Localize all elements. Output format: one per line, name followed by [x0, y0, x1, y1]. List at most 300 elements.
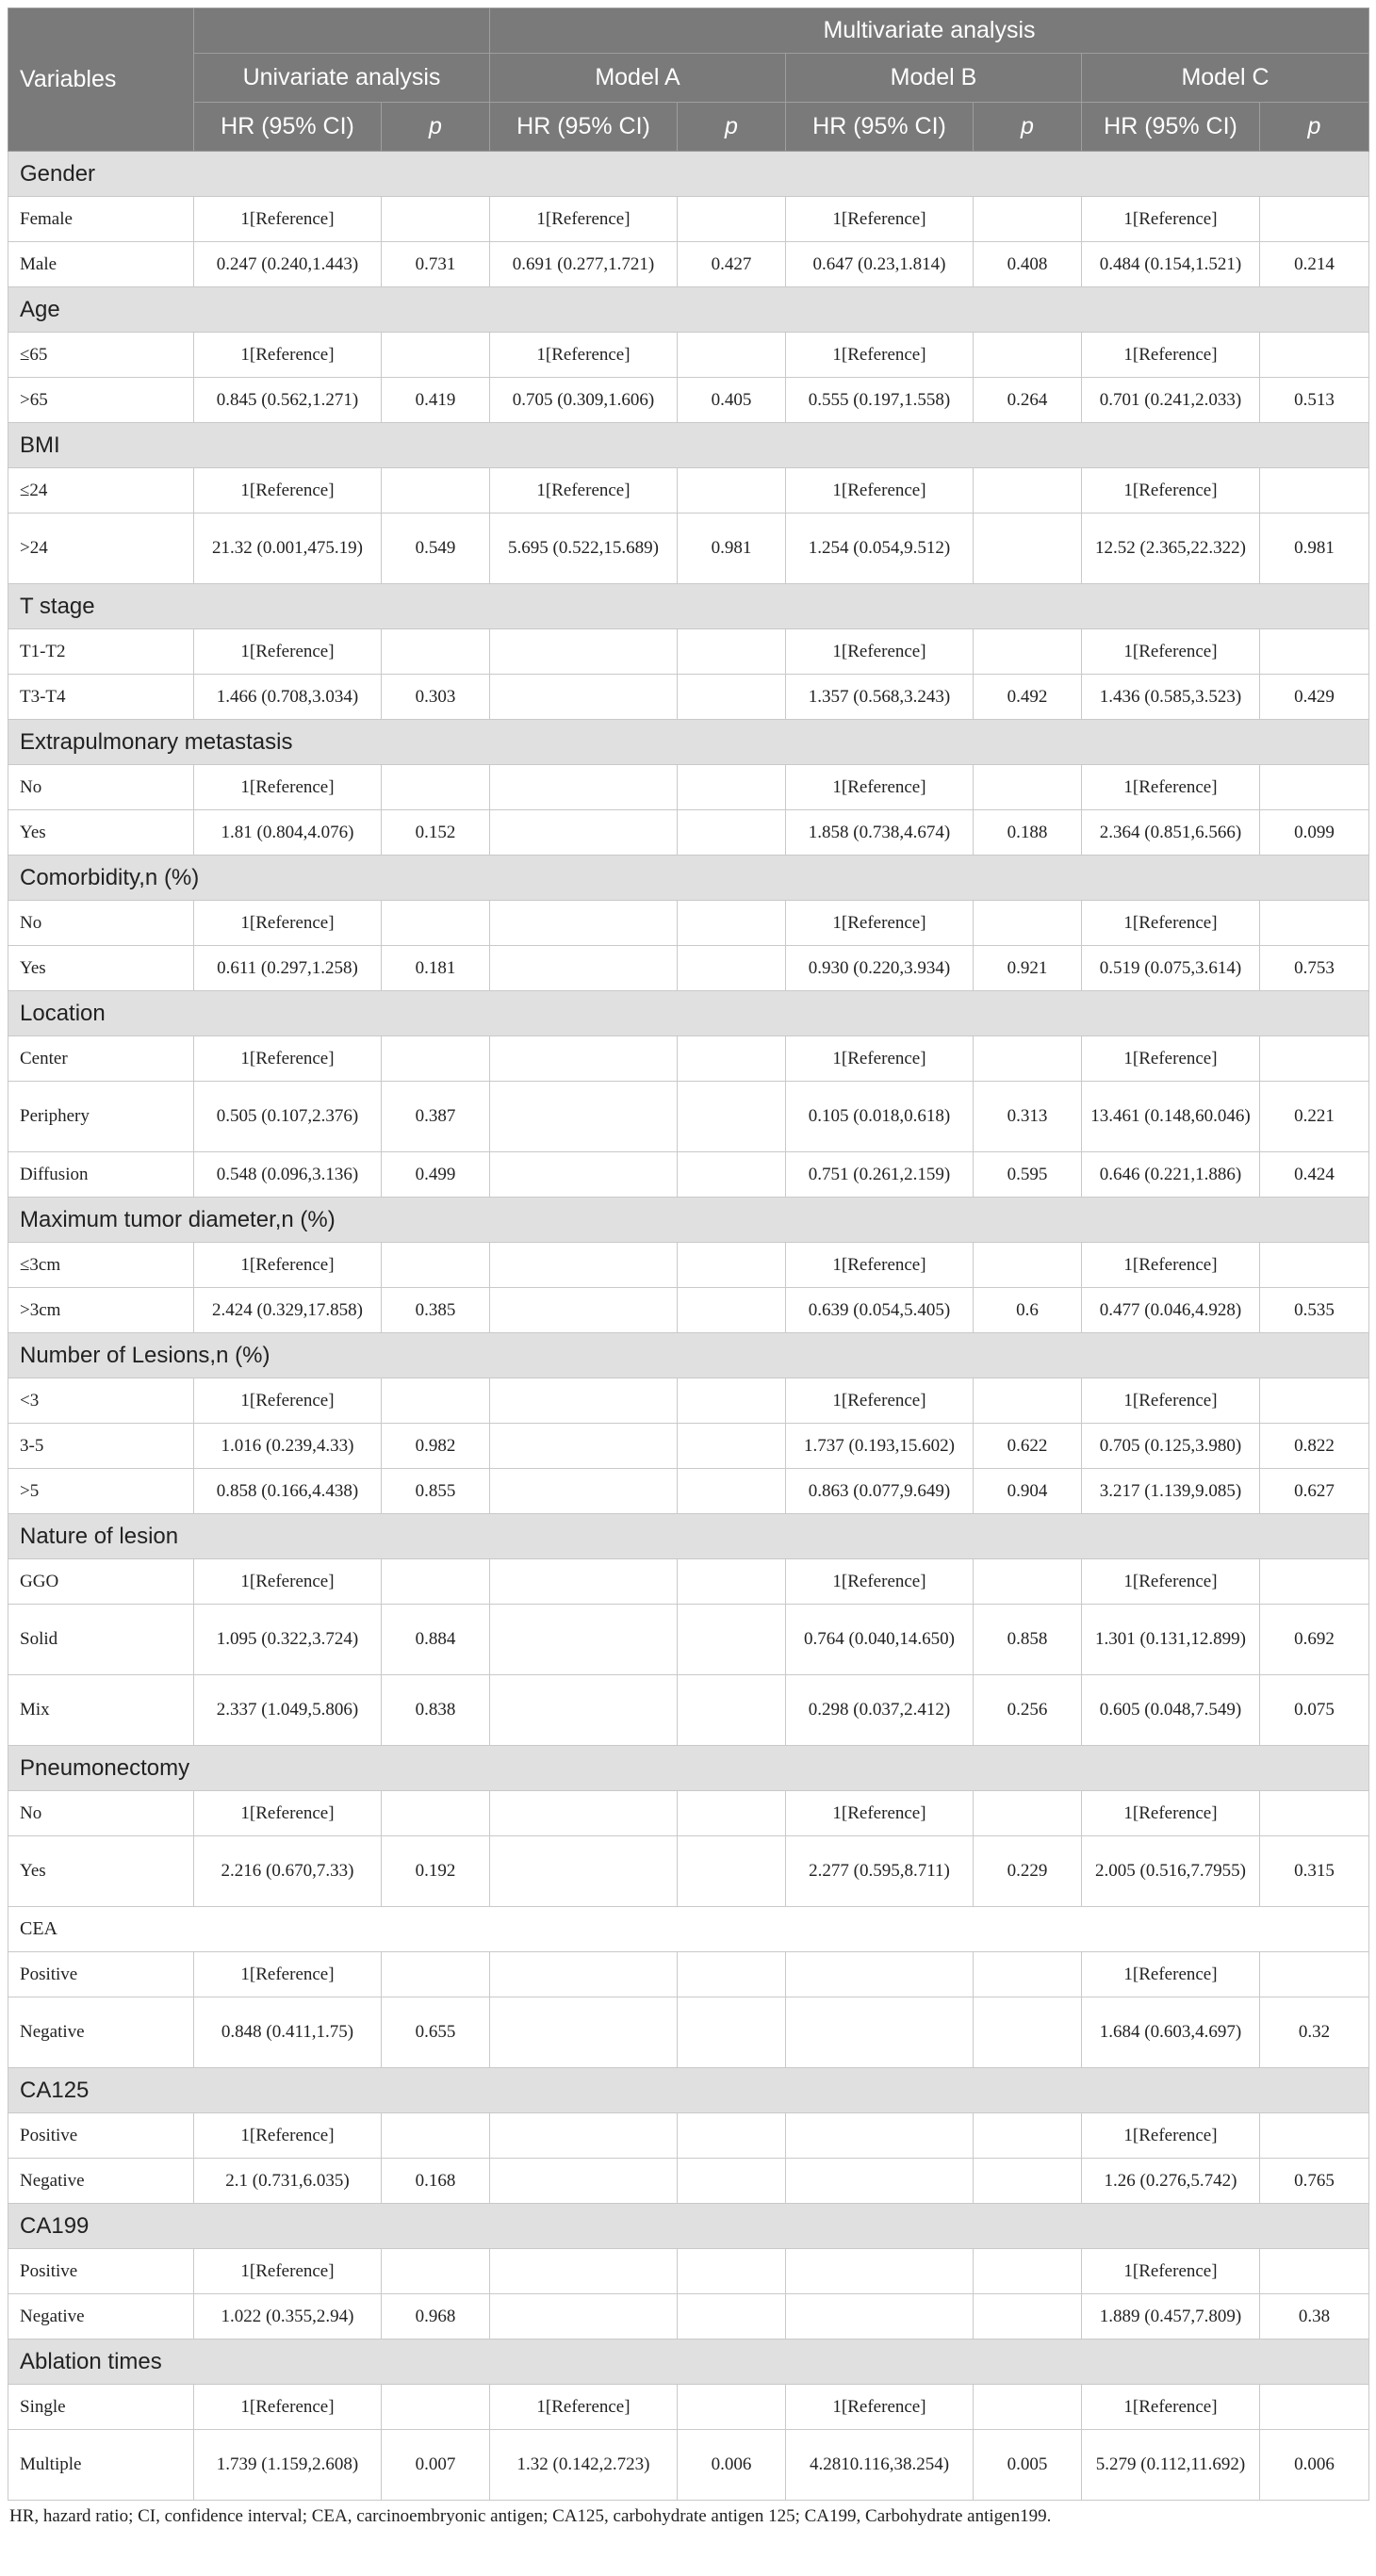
- p-value-cell: [382, 629, 490, 675]
- hr-cell: 2.005 (0.516,7.7955): [1082, 1836, 1260, 1907]
- p-value-cell: 0.765: [1260, 2159, 1369, 2204]
- p-value-cell: [974, 468, 1082, 514]
- hr-cell: 2.424 (0.329,17.858): [194, 1288, 382, 1333]
- hr-cell: 0.298 (0.037,2.412): [786, 1675, 974, 1746]
- hr-cell: 1.466 (0.708,3.034): [194, 675, 382, 720]
- row-label: Yes: [8, 946, 194, 991]
- hr-cell: 1[Reference]: [786, 1378, 974, 1424]
- section-row: [8, 720, 1369, 765]
- p-value-cell: 0.229: [974, 1836, 1082, 1907]
- hr-cell: 1.32 (0.142,2.723): [490, 2430, 678, 2501]
- header-blank: [194, 8, 490, 54]
- hr-cell: [490, 765, 678, 810]
- hr-cell: [490, 1997, 678, 2068]
- hr-cell: 1[Reference]: [194, 629, 382, 675]
- hr-cell: 1[Reference]: [786, 1791, 974, 1836]
- row-label: Yes: [8, 1836, 194, 1907]
- p-value-cell: [974, 1997, 1082, 2068]
- p-value-cell: [678, 1791, 786, 1836]
- p-value-cell: 0.32: [1260, 1997, 1369, 2068]
- hr-cell: [490, 1288, 678, 1333]
- p-value-cell: 0.513: [1260, 378, 1369, 423]
- p-value-cell: 0.6: [974, 1288, 1082, 1333]
- table-row: [8, 514, 1369, 584]
- row-label: >24: [8, 514, 194, 584]
- table-row: [8, 2294, 1369, 2340]
- p-value-cell: 0.221: [1260, 1082, 1369, 1152]
- section-row: [8, 152, 1369, 197]
- section-row: [8, 1333, 1369, 1378]
- hr-cell: 2.216 (0.670,7.33): [194, 1836, 382, 1907]
- p-value-cell: [382, 2249, 490, 2294]
- hr-cell: 1[Reference]: [1082, 765, 1260, 810]
- row-label: <3: [8, 1378, 194, 1424]
- p-value-cell: 0.884: [382, 1605, 490, 1675]
- hr-cell: [490, 1605, 678, 1675]
- p-value-cell: [678, 1469, 786, 1514]
- p-value-cell: [974, 1378, 1082, 1424]
- hr-cell: 1[Reference]: [490, 197, 678, 242]
- hr-cell: 1[Reference]: [1082, 1791, 1260, 1836]
- row-label: T1-T2: [8, 629, 194, 675]
- hr-cell: 1.737 (0.193,15.602): [786, 1424, 974, 1469]
- p-value-cell: [678, 1243, 786, 1288]
- hr-cell: 1.254 (0.054,9.512): [786, 514, 974, 584]
- hr-cell: 21.32 (0.001,475.19): [194, 514, 382, 584]
- section-title: BMI: [8, 423, 1369, 468]
- hr-cell: 1.739 (1.159,2.608): [194, 2430, 382, 2501]
- hr-cell: 0.505 (0.107,2.376): [194, 1082, 382, 1152]
- hr-cell: 0.848 (0.411,1.75): [194, 1997, 382, 2068]
- header-p: p: [678, 103, 786, 152]
- header-univariate: Univariate analysis: [194, 54, 490, 103]
- p-value-cell: [382, 197, 490, 242]
- p-value-cell: [974, 2294, 1082, 2340]
- hr-cell: 0.639 (0.054,5.405): [786, 1288, 974, 1333]
- p-value-cell: [678, 675, 786, 720]
- hr-cell: 0.863 (0.077,9.649): [786, 1469, 974, 1514]
- p-value-cell: [678, 1836, 786, 1907]
- p-value-cell: 0.303: [382, 675, 490, 720]
- section-row: [8, 2340, 1369, 2385]
- p-value-cell: 0.152: [382, 810, 490, 856]
- p-value-cell: 0.427: [678, 242, 786, 287]
- p-value-cell: 0.535: [1260, 1288, 1369, 1333]
- hr-cell: 1[Reference]: [1082, 2249, 1260, 2294]
- hr-cell: [490, 1559, 678, 1605]
- p-value-cell: [382, 2385, 490, 2430]
- row-label: >65: [8, 378, 194, 423]
- row-label: Yes: [8, 810, 194, 856]
- hr-cell: [490, 1243, 678, 1288]
- hr-cell: [490, 2113, 678, 2159]
- section-title: Number of Lesions,n (%): [8, 1333, 1369, 1378]
- p-value-cell: [1260, 1378, 1369, 1424]
- section-title: CA199: [8, 2204, 1369, 2249]
- section-row: [8, 1198, 1369, 1243]
- hr-cell: 0.646 (0.221,1.886): [1082, 1152, 1260, 1198]
- p-value-cell: [382, 1952, 490, 1997]
- table-row: [8, 378, 1369, 423]
- p-value-cell: 0.214: [1260, 242, 1369, 287]
- hr-cell: 2.277 (0.595,8.711): [786, 1836, 974, 1907]
- p-value-cell: 0.387: [382, 1082, 490, 1152]
- hr-cell: 0.484 (0.154,1.521): [1082, 242, 1260, 287]
- hr-cell: 1[Reference]: [1082, 629, 1260, 675]
- header-p: p: [974, 103, 1082, 152]
- hr-cell: [490, 901, 678, 946]
- p-value-cell: [974, 2385, 1082, 2430]
- hr-cell: 0.247 (0.240,1.443): [194, 242, 382, 287]
- table-row: [8, 1952, 1369, 1997]
- row-label: Negative: [8, 1997, 194, 2068]
- p-value-cell: [382, 468, 490, 514]
- row-label: Positive: [8, 2249, 194, 2294]
- table-row: [8, 242, 1369, 287]
- section-title: Location: [8, 991, 1369, 1036]
- p-value-cell: 0.315: [1260, 1836, 1369, 1907]
- hr-cell: 0.701 (0.241,2.033): [1082, 378, 1260, 423]
- p-value-cell: [1260, 1559, 1369, 1605]
- p-value-cell: 0.499: [382, 1152, 490, 1198]
- hr-cell: 0.555 (0.197,1.558): [786, 378, 974, 423]
- table-row: [8, 810, 1369, 856]
- p-value-cell: [382, 333, 490, 378]
- p-value-cell: [678, 333, 786, 378]
- hr-cell: 0.611 (0.297,1.258): [194, 946, 382, 991]
- section-title: CEA: [8, 1907, 1369, 1952]
- p-value-cell: [1260, 197, 1369, 242]
- p-value-cell: 0.753: [1260, 946, 1369, 991]
- hr-cell: [490, 675, 678, 720]
- hr-cell: 1[Reference]: [1082, 197, 1260, 242]
- hr-cell: 1[Reference]: [194, 1036, 382, 1082]
- hr-cell: [786, 2159, 974, 2204]
- p-value-cell: [678, 1424, 786, 1469]
- row-label: Male: [8, 242, 194, 287]
- hr-cell: [490, 629, 678, 675]
- hr-cell: 1[Reference]: [786, 333, 974, 378]
- hr-cell: 1.095 (0.322,3.724): [194, 1605, 382, 1675]
- table-body: [8, 152, 1369, 2501]
- section-title: Nature of lesion: [8, 1514, 1369, 1559]
- row-label: Negative: [8, 2294, 194, 2340]
- row-label: ≤65: [8, 333, 194, 378]
- section-row: [8, 1746, 1369, 1791]
- table-row: [8, 1152, 1369, 1198]
- hr-cell: 1[Reference]: [1082, 1036, 1260, 1082]
- hr-cell: [490, 2159, 678, 2204]
- p-value-cell: [382, 1791, 490, 1836]
- p-value-cell: [678, 1378, 786, 1424]
- hr-cell: [490, 810, 678, 856]
- hr-cell: 0.845 (0.562,1.271): [194, 378, 382, 423]
- p-value-cell: 0.38: [1260, 2294, 1369, 2340]
- hr-cell: 2.1 (0.731,6.035): [194, 2159, 382, 2204]
- p-value-cell: 0.408: [974, 242, 1082, 287]
- table-row: [8, 2249, 1369, 2294]
- hr-cell: 1[Reference]: [1082, 1243, 1260, 1288]
- p-value-cell: [1260, 1243, 1369, 1288]
- hr-cell: 1[Reference]: [194, 1243, 382, 1288]
- hr-cell: 1[Reference]: [194, 2385, 382, 2430]
- p-value-cell: 0.855: [382, 1469, 490, 1514]
- p-value-cell: 0.595: [974, 1152, 1082, 1198]
- hr-cell: [490, 1152, 678, 1198]
- hr-cell: 1.889 (0.457,7.809): [1082, 2294, 1260, 2340]
- row-label: Positive: [8, 2113, 194, 2159]
- p-value-cell: 0.492: [974, 675, 1082, 720]
- table-row: [8, 1469, 1369, 1514]
- section-title: T stage: [8, 584, 1369, 629]
- p-value-cell: [678, 468, 786, 514]
- p-value-cell: 0.075: [1260, 1675, 1369, 1746]
- p-value-cell: [1260, 765, 1369, 810]
- row-label: Positive: [8, 1952, 194, 1997]
- table-row: [8, 1675, 1369, 1746]
- p-value-cell: 0.981: [678, 514, 786, 584]
- p-value-cell: [1260, 1791, 1369, 1836]
- hr-cell: [490, 2294, 678, 2340]
- hr-cell: 1.016 (0.239,4.33): [194, 1424, 382, 1469]
- p-value-cell: [678, 901, 786, 946]
- table-row: [8, 629, 1369, 675]
- row-label: No: [8, 1791, 194, 1836]
- hr-cell: 5.695 (0.522,15.689): [490, 514, 678, 584]
- p-value-cell: [1260, 1952, 1369, 1997]
- row-label: Diffusion: [8, 1152, 194, 1198]
- p-value-cell: [974, 1559, 1082, 1605]
- hr-cell: 1[Reference]: [194, 2249, 382, 2294]
- p-value-cell: 0.981: [1260, 514, 1369, 584]
- p-value-cell: [1260, 2385, 1369, 2430]
- p-value-cell: [678, 1082, 786, 1152]
- row-label: Mix: [8, 1675, 194, 1746]
- p-value-cell: [382, 765, 490, 810]
- p-value-cell: 0.622: [974, 1424, 1082, 1469]
- hr-cell: 0.751 (0.261,2.159): [786, 1152, 974, 1198]
- p-value-cell: [678, 1952, 786, 1997]
- section-title: Ablation times: [8, 2340, 1369, 2385]
- table-row: [8, 901, 1369, 946]
- p-value-cell: [678, 1036, 786, 1082]
- header-model-c: Model C: [1082, 54, 1369, 103]
- section-row: [8, 423, 1369, 468]
- table-row: [8, 765, 1369, 810]
- p-value-cell: [1260, 629, 1369, 675]
- hr-cell: [490, 946, 678, 991]
- hr-cell: [490, 1675, 678, 1746]
- section-row: [8, 1907, 1369, 1952]
- p-value-cell: [678, 1675, 786, 1746]
- section-row: [8, 584, 1369, 629]
- hr-cell: [490, 1082, 678, 1152]
- hr-cell: [490, 1469, 678, 1514]
- header-hr: HR (95% CI): [786, 103, 974, 152]
- row-label: Multiple: [8, 2430, 194, 2501]
- hr-cell: 1[Reference]: [194, 1952, 382, 1997]
- p-value-cell: [974, 2249, 1082, 2294]
- hr-cell: 1[Reference]: [194, 333, 382, 378]
- hr-cell: 0.691 (0.277,1.721): [490, 242, 678, 287]
- p-value-cell: [974, 1036, 1082, 1082]
- row-label: T3-T4: [8, 675, 194, 720]
- table-row: [8, 2385, 1369, 2430]
- hr-cell: 13.461 (0.148,60.046): [1082, 1082, 1260, 1152]
- section-row: [8, 991, 1369, 1036]
- hr-cell: 1.858 (0.738,4.674): [786, 810, 974, 856]
- hr-cell: 0.605 (0.048,7.549): [1082, 1675, 1260, 1746]
- hr-cell: 0.105 (0.018,0.618): [786, 1082, 974, 1152]
- p-value-cell: 0.822: [1260, 1424, 1369, 1469]
- p-value-cell: [382, 1378, 490, 1424]
- p-value-cell: [678, 197, 786, 242]
- hr-cell: 1[Reference]: [490, 333, 678, 378]
- hr-cell: 2.364 (0.851,6.566): [1082, 810, 1260, 856]
- hr-cell: [786, 2294, 974, 2340]
- hr-cell: [490, 1036, 678, 1082]
- hr-cell: 1[Reference]: [786, 1243, 974, 1288]
- row-label: No: [8, 765, 194, 810]
- p-value-cell: [974, 629, 1082, 675]
- section-title: Age: [8, 287, 1369, 333]
- header-model-b: Model B: [786, 54, 1082, 103]
- hr-cell: [490, 1952, 678, 1997]
- p-value-cell: [1260, 468, 1369, 514]
- hr-cell: 0.705 (0.125,3.980): [1082, 1424, 1260, 1469]
- section-title: Gender: [8, 152, 1369, 197]
- table-row: [8, 2430, 1369, 2501]
- p-value-cell: [974, 1791, 1082, 1836]
- hr-cell: 0.477 (0.046,4.928): [1082, 1288, 1260, 1333]
- table-row: [8, 1288, 1369, 1333]
- hr-cell: 1[Reference]: [194, 468, 382, 514]
- section-title: Maximum tumor diameter,n (%): [8, 1198, 1369, 1243]
- hr-cell: 1[Reference]: [1082, 901, 1260, 946]
- table-footnote: HR, hazard ratio; CI, confidence interval; CEA, carcinoembryonic antigen; CA125, carbohydrate antigen 125; CA199, Carbohydrate antigen199.: [9, 2506, 1052, 2526]
- hr-cell: 1[Reference]: [1082, 1952, 1260, 1997]
- header-hr: HR (95% CI): [194, 103, 382, 152]
- p-value-cell: [678, 2249, 786, 2294]
- hr-cell: 1[Reference]: [1082, 333, 1260, 378]
- hr-cell: [490, 1424, 678, 1469]
- table-row: [8, 1559, 1369, 1605]
- p-value-cell: 0.429: [1260, 675, 1369, 720]
- p-value-cell: 0.692: [1260, 1605, 1369, 1675]
- p-value-cell: 0.731: [382, 242, 490, 287]
- hr-cell: 0.705 (0.309,1.606): [490, 378, 678, 423]
- table-row: [8, 1082, 1369, 1152]
- p-value-cell: 0.188: [974, 810, 1082, 856]
- header-multivariate: Multivariate analysis: [490, 8, 1369, 54]
- hr-cell: 1[Reference]: [786, 1559, 974, 1605]
- p-value-cell: [974, 333, 1082, 378]
- section-title: Pneumonectomy: [8, 1746, 1369, 1791]
- header-p: p: [382, 103, 490, 152]
- hr-cell: 1[Reference]: [1082, 1559, 1260, 1605]
- header-model-a: Model A: [490, 54, 786, 103]
- section-row: [8, 2204, 1369, 2249]
- p-value-cell: [974, 765, 1082, 810]
- p-value-cell: [1260, 901, 1369, 946]
- p-value-cell: 0.549: [382, 514, 490, 584]
- hr-cell: 1[Reference]: [786, 1036, 974, 1082]
- hr-cell: 1[Reference]: [786, 197, 974, 242]
- row-label: ≤24: [8, 468, 194, 514]
- hr-cell: 0.548 (0.096,3.136): [194, 1152, 382, 1198]
- p-value-cell: 0.007: [382, 2430, 490, 2501]
- p-value-cell: [1260, 1036, 1369, 1082]
- p-value-cell: [382, 2113, 490, 2159]
- p-value-cell: [678, 2159, 786, 2204]
- row-label: Single: [8, 2385, 194, 2430]
- p-value-cell: 0.419: [382, 378, 490, 423]
- p-value-cell: 0.921: [974, 946, 1082, 991]
- p-value-cell: 0.264: [974, 378, 1082, 423]
- hr-cell: 3.217 (1.139,9.085): [1082, 1469, 1260, 1514]
- hr-cell: 1[Reference]: [194, 901, 382, 946]
- hr-cell: [490, 1836, 678, 1907]
- p-value-cell: [382, 901, 490, 946]
- hr-cell: 1.81 (0.804,4.076): [194, 810, 382, 856]
- hr-cell: 5.279 (0.112,11.692): [1082, 2430, 1260, 2501]
- p-value-cell: 0.006: [678, 2430, 786, 2501]
- p-value-cell: [382, 1559, 490, 1605]
- table-row: [8, 1243, 1369, 1288]
- hr-cell: 12.52 (2.365,22.322): [1082, 514, 1260, 584]
- header-hr: HR (95% CI): [490, 103, 678, 152]
- hr-cell: 1[Reference]: [194, 197, 382, 242]
- table-row: [8, 675, 1369, 720]
- table-container: [8, 8, 1368, 2527]
- p-value-cell: 0.385: [382, 1288, 490, 1333]
- p-value-cell: 0.313: [974, 1082, 1082, 1152]
- header-hr: HR (95% CI): [1082, 103, 1260, 152]
- hr-cell: 1[Reference]: [194, 1791, 382, 1836]
- p-value-cell: [974, 1952, 1082, 1997]
- p-value-cell: [974, 901, 1082, 946]
- header-variables: Variables: [8, 8, 194, 152]
- hr-cell: 1[Reference]: [194, 765, 382, 810]
- p-value-cell: 0.968: [382, 2294, 490, 2340]
- p-value-cell: 0.627: [1260, 1469, 1369, 1514]
- p-value-cell: [678, 1559, 786, 1605]
- row-label: 3-5: [8, 1424, 194, 1469]
- hr-cell: 1.684 (0.603,4.697): [1082, 1997, 1260, 2068]
- hr-cell: 1[Reference]: [1082, 2385, 1260, 2430]
- p-value-cell: 0.168: [382, 2159, 490, 2204]
- hr-cell: 1.022 (0.355,2.94): [194, 2294, 382, 2340]
- p-value-cell: 0.181: [382, 946, 490, 991]
- table-row: [8, 2159, 1369, 2204]
- p-value-cell: 0.838: [382, 1675, 490, 1746]
- hr-cell: [786, 1952, 974, 1997]
- hr-cell: 0.647 (0.23,1.814): [786, 242, 974, 287]
- p-value-cell: [974, 2113, 1082, 2159]
- p-value-cell: [678, 2113, 786, 2159]
- hr-cell: 0.930 (0.220,3.934): [786, 946, 974, 991]
- row-label: Negative: [8, 2159, 194, 2204]
- hr-cell: [490, 1791, 678, 1836]
- p-value-cell: 0.192: [382, 1836, 490, 1907]
- row-label: >5: [8, 1469, 194, 1514]
- row-label: ≤3cm: [8, 1243, 194, 1288]
- table-row: [8, 333, 1369, 378]
- section-title: CA125: [8, 2068, 1369, 2113]
- hr-cell: 1[Reference]: [194, 1378, 382, 1424]
- p-value-cell: [678, 1605, 786, 1675]
- p-value-cell: 0.655: [382, 1997, 490, 2068]
